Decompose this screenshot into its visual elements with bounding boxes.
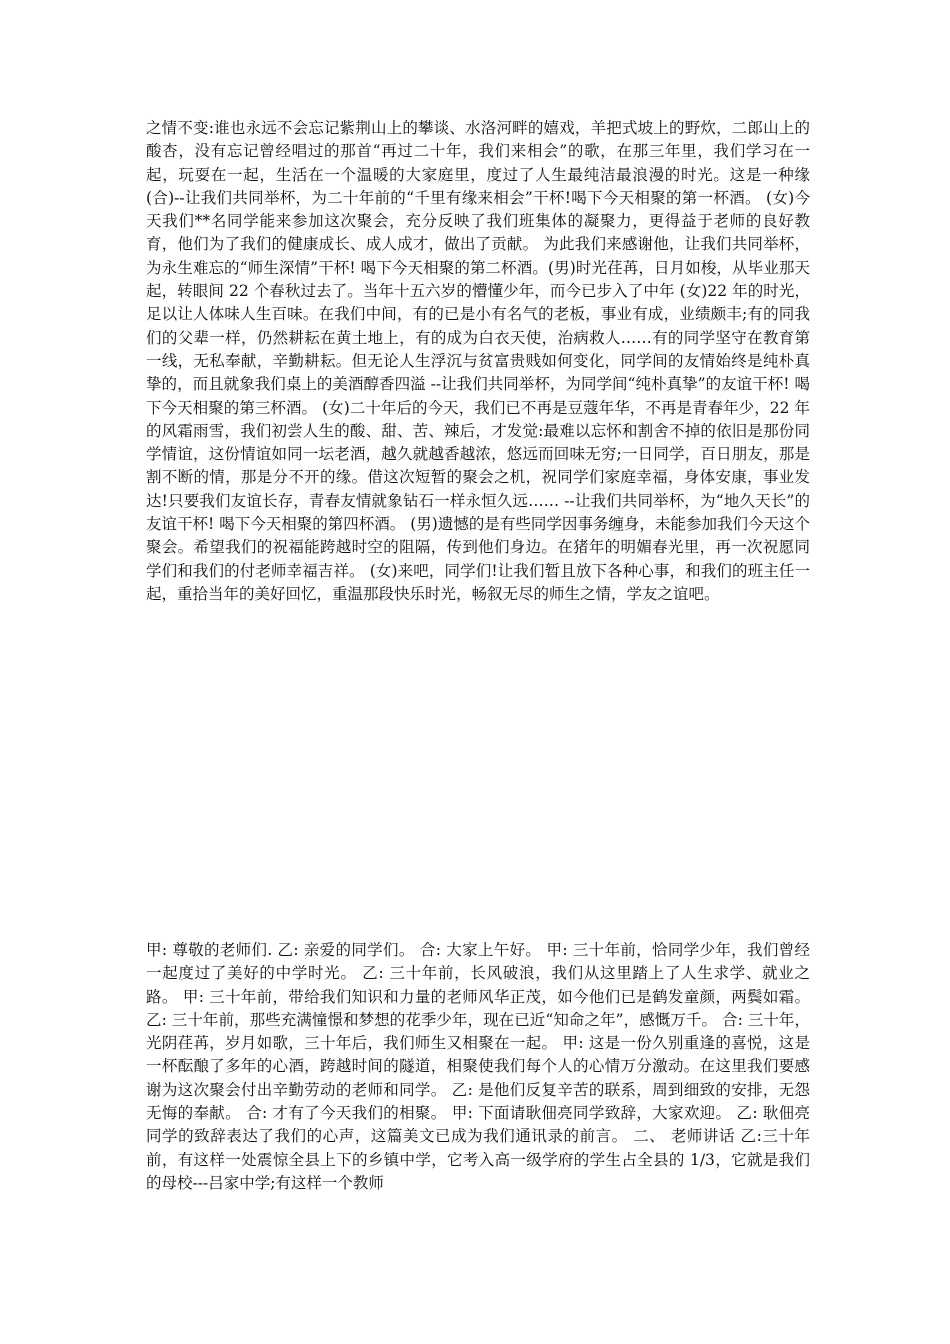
body-paragraph: 之情不变:谁也永远不会忘记紫荆山上的攀谈、水洛河畔的嬉戏，羊把式坡上的野炊，二郎山上的酸杏，没有忘记曾经唱过的那首“再过二十年，我们来相会”的歌，在那三年里，我们学习在一起，玩耍在一起，生活在一个温暖的大家庭里，度过了人生最纯洁最浪漫的时光。这是一种缘 (合)--让我们共同举杯，为二十年前的“千里有缘来相会”干杯!喝下今天相聚的第一杯酒。 (女)今天我们**名同学能来参加这次聚会，充分反映了我们班集体的凝聚力，更得益于老师的良好教育，他们为了我们的健康成长、成人成才，做出了贡献。 为此我们来感谢他，让我们共同举杯，为永生难忘的“师生深情”干杯! 喝下今天相聚的第二杯酒。(男)时光荏苒，日月如梭，从毕业那天起，转眼间 22 个春秋过去了。当年十五六岁的懵懂少年，而今已步入了中年 (女)22 年的时光，足以让人体味人生百味。在我们中间，有的已是小有名气的老板，事业有成，业绩颇丰;有的同我们的父辈一样，仍然耕耘在黄土地上，有的成为白衣天使，治病救人……有的同学坚守在教育第一线，无私奉献，辛勤耕耘。但无论人生浮沉与贫富贵贱如何变化，同学间的友情始终是纯朴真挚的，而且就象我们桌上的美酒醇香四溢 --让我们共同举杯，为同学间“纯朴真挚”的友谊干杯! 喝下今天相聚的第三杯酒。 (女)二十年后的今天，我们已不再是豆蔻年华，不再是青春年少，22 年的风霜雨雪，我们初尝人生的酸、甜、苦、辣后，才发觉:最难以忘怀和割舍不掉的依旧是那份同学情谊，这份情谊如同一坛老酒，越久就越香越浓，悠远而回味无穷;一日同学，百日朋友，那是割不断的情，那是分不开的缘。借这次短暂的聚会之机，祝同学们家庭幸福，身体安康，事业发达!只要我们友谊长存，青春友情就象钻石一样永恒久远…… --让我们共同举杯，为“地久天长”的友谊干杯! 喝下今天相聚的第四杯酒。 (男)遗憾的是有些同学因事务缠身，未能参加我们今天这个聚会。希望我们的祝福能跨越时空的阻隔，传到他们身边。在猪年的明媚春光里，再一次祝愿同学们和我们的付老师幸福吉祥。 (女)来吧，同学们!让我们暂且放下各种心事，和我们的班主任一起，重拾当年的美好回忆，重温那段快乐时光，畅叙无尽的师生之情，学友之谊吧。 <box>146 119 810 603</box>
body-paragraph: 甲: 尊敬的老师们. 乙: 亲爱的同学们。 合: 大家上午好。 甲: 三十年前，恰同学少年，我们曾经一起度过了美好的中学时光。 乙: 三十年前，长风破浪，我们从这里踏上了人生求学、就业之路。 甲: 三十年前，带给我们知识和力量的老师风华正茂，如今他们已是鹤发童颜，两鬓如霜。 乙: 三十年前，那些充满憧憬和梦想的花季少年，现在已近“知命之年”，感慨万千。 合: 三十年，光阴荏苒，岁月如歌，三十年后，我们师生又相聚在一起。 甲: 这是一份久别重逢的喜悦，这是一杯酝酿了多年的心酒，跨越时间的隧道，相聚使我们每个人的心情万分激动。在这里我们要感谢为这次聚会付出辛勤劳动的老师和同学。 乙: 是他们反复辛苦的联系，周到细致的安排，无怨无悔的奉献。 合: 才有了今天我们的相聚。 甲: 下面请耿佃亮同学致辞，大家欢迎。 乙: 耿佃亮同学的致辞表达了我们的心声，这篇美文已成为我们通讯录的前言。 二、 老师讲话 乙:三十年前，有这样一处震惊全县上下的乡镇中学，它考入高一级学府的学生占全县的 1/3，它就是我们的母校---吕家中学;有这样一个教师 <box>146 941 810 1192</box>
